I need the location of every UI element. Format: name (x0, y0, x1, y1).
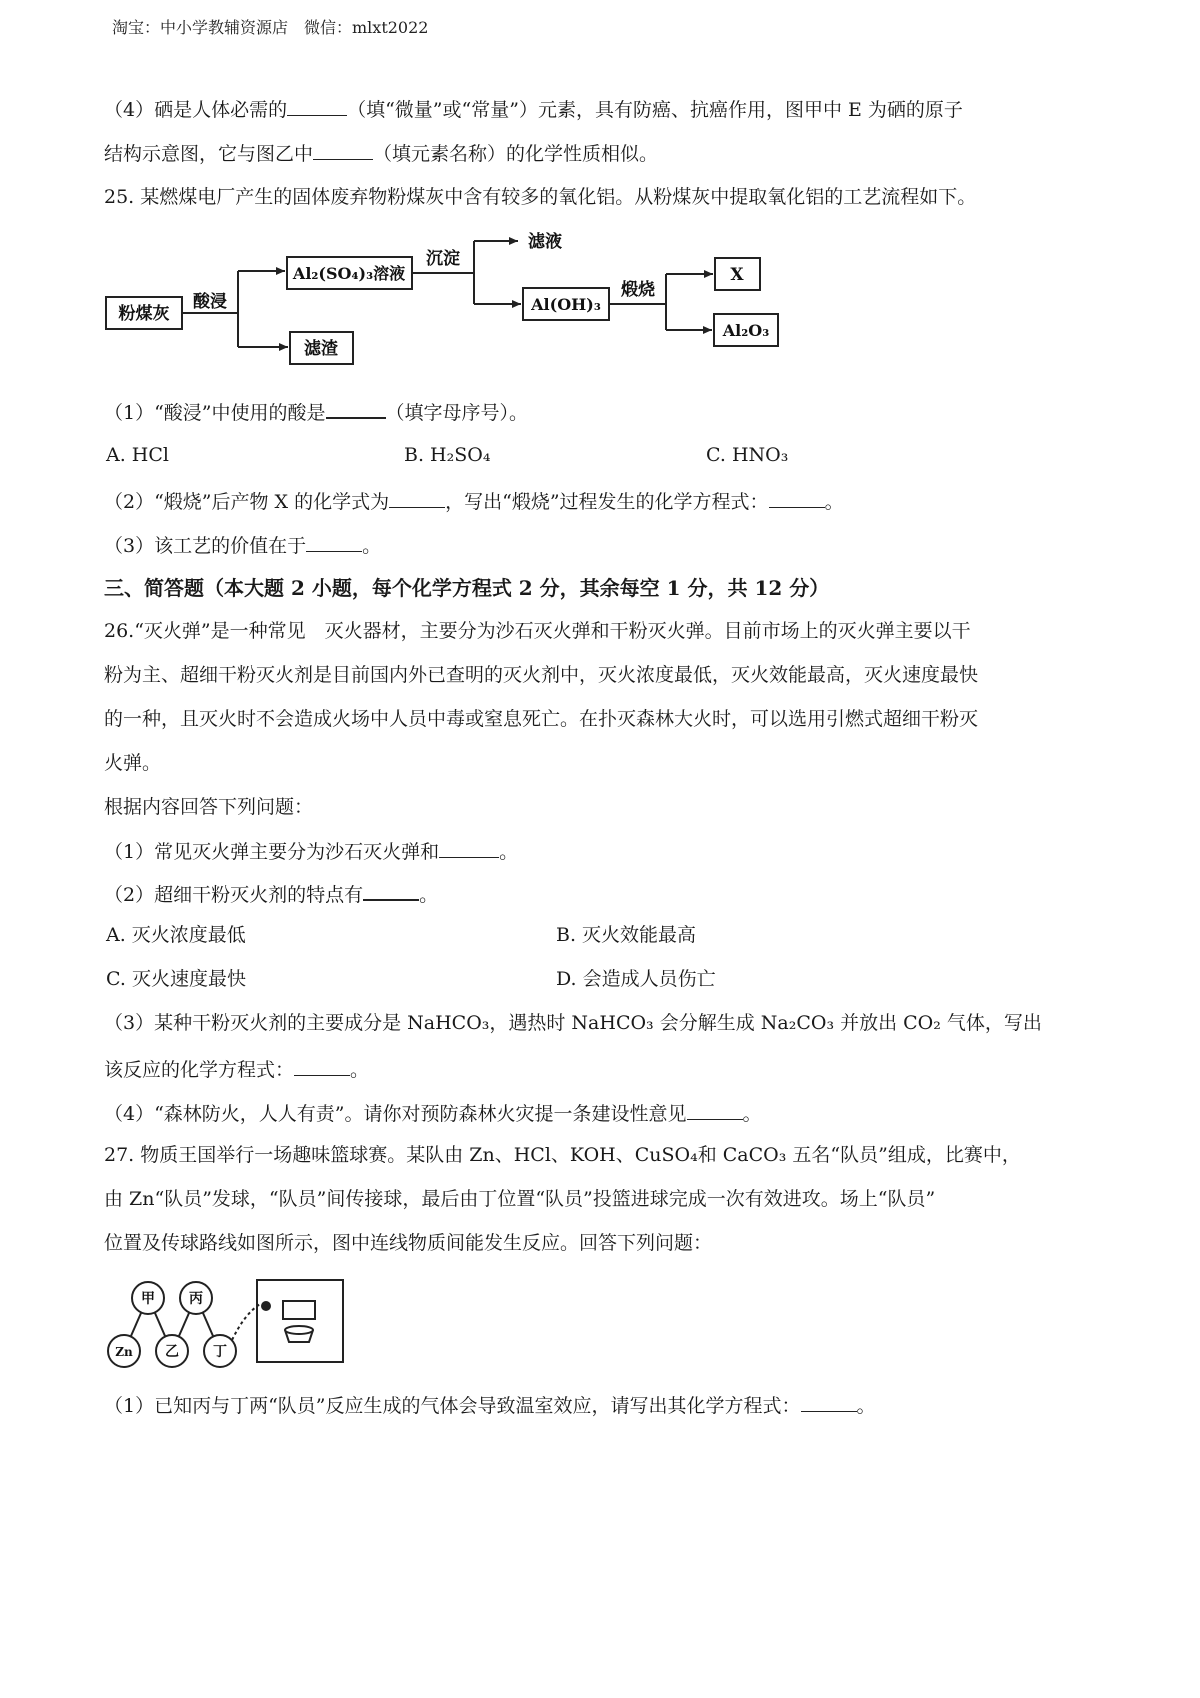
node-yi: 乙 (165, 1344, 179, 1360)
q24-4-text-c: 结构示意图，它与图乙中 (104, 143, 314, 166)
option-a[interactable]: A. HCl (106, 444, 169, 466)
q25-2-text-b: ，写出“煅烧”过程发生的化学方程式： (445, 491, 769, 514)
flow-label-filtrate: 滤液 (528, 232, 562, 252)
q25-3-text-a: （3）该工艺的价值在于 (104, 535, 307, 558)
q26-para-line3: 的一种，且灭火时不会造成火场中人员中毒或窒息死亡。在扑灭森林大火时，可以选用引燃式超细干粉灭 (104, 708, 979, 730)
q26-4 (104, 1102, 762, 1124)
option-d[interactable]: D. 会造成人员伤亡 (556, 968, 716, 990)
node-ding: 丁 (213, 1344, 227, 1360)
option-c[interactable]: C. HNO₃ (706, 444, 789, 466)
flow-diagram (100, 226, 800, 376)
q25-1-text-a: （1）“酸浸”中使用的酸是 (104, 402, 326, 425)
flow-label-mid: Al(OH)₃ (531, 295, 601, 314)
flow-label-start: 粉煤灰 (118, 304, 170, 324)
q27-para-line2: 由 Zn“队员”发球，“队员”间传接球，最后由丁位置“队员”投篮进球完成一次有效进攻。场上“队员” (104, 1188, 936, 1210)
section-title: 三、简答题（本大题 2 小题，每个化学方程式 2 分，其余每空 1 分，共 12 分） (104, 576, 830, 600)
q26-1-text-a: （1）常见灭火弹主要分为沙石灭火弹和 (104, 841, 440, 864)
flow-label-step2: 沉淀 (426, 249, 460, 269)
q24-4-text-d: （填元素名称）的化学性质相似。 (373, 143, 659, 166)
q25-1-text-b: （填字母序号）。 (385, 402, 529, 425)
q27-1-text-a: （1）已知丙与丁两“队员”反应生成的气体会导致温室效应，请写出其化学方程式： (104, 1395, 801, 1418)
answer-blank[interactable] (294, 1058, 350, 1076)
q26-3-line1: （3）某种干粉灭火剂的主要成分是 NaHCO₃，遇热时 NaHCO₃ 会分解生成 Na₂CO₃ 并放出 CO₂ 气体，写出 (104, 1012, 1042, 1034)
option-c[interactable]: C. 灭火速度最快 (106, 968, 246, 990)
q24-4-line1 (104, 98, 963, 120)
q27-1 (104, 1394, 876, 1416)
flow-label-step3: 煅烧 (621, 280, 655, 300)
q25-2-text-a: （2）“煅烧”后产物 X 的化学式为 (104, 491, 390, 514)
answer-blank[interactable] (306, 534, 362, 552)
answer-blank[interactable] (313, 142, 373, 160)
q25-2-text-c: 。 (824, 491, 844, 514)
q25-stem: 25. 某燃煤电厂产生的固体废弃物粉煤灰中含有较多的氧化铝。从粉煤灰中提取氧化铝的工艺流程如下。 (104, 186, 977, 208)
q26-4-text-a: （4）“森林防火，人人有责”。请你对预防森林火灾提一条建设性意见 (104, 1103, 687, 1126)
q26-1-text-b: 。 (499, 841, 519, 864)
q26-3-text-b: 。 (350, 1059, 370, 1082)
answer-blank[interactable] (389, 490, 445, 508)
answer-blank[interactable] (326, 400, 386, 419)
answer-blank[interactable] (769, 490, 825, 508)
flow-label-top: Al₂(SO₄)₃溶液 (292, 264, 406, 283)
q24-4-text-b: （填“微量”或“常量”）元素，具有防癌、抗癌作用，图甲中 E 为硒的原子 (347, 99, 963, 122)
q27-para-line1: 27. 物质王国举行一场趣味篮球赛。某队由 Zn、HCl、KOH、CuSO₄和 CaCO₃ 五名“队员”组成，比赛中， (104, 1144, 1021, 1166)
q27-para-line3: 位置及传球路线如图所示，图中连线物质间能发生反应。回答下列问题： (104, 1232, 713, 1254)
q27-1-text-b: 。 (856, 1395, 876, 1418)
answer-blank[interactable] (687, 1102, 743, 1120)
answer-blank[interactable] (801, 1394, 857, 1412)
q26-3-line2 (104, 1058, 369, 1080)
q25-2 (104, 490, 844, 512)
option-b[interactable]: B. 灭火效能最高 (556, 924, 697, 946)
q26-3-text-a: 该反应的化学方程式： (104, 1059, 295, 1082)
q26-2 (104, 882, 438, 905)
q26-2-text-a: （2）超细干粉灭火剂的特点有 (104, 884, 364, 907)
q25-1 (104, 400, 528, 423)
option-a[interactable]: A. 灭火浓度最低 (106, 924, 246, 946)
node-zn: Zn (115, 1345, 133, 1359)
basketball-diagram (100, 1274, 360, 1384)
flow-label-bottom: 滤渣 (304, 339, 338, 359)
flow-label-x: X (730, 265, 744, 285)
q24-4-text-a: （4）硒是人体必需的 (104, 99, 288, 122)
node-jia: 甲 (141, 1291, 155, 1307)
q26-1 (104, 840, 518, 862)
q26-para-line2: 粉为主、超细干粉灭火剂是目前国内外已查明的灭火剂中，灭火浓度最低，灭火效能最高，灭火速度最快 (104, 664, 979, 686)
flow-label-product: Al₂O₃ (722, 321, 770, 340)
answer-blank[interactable] (287, 98, 347, 116)
flow-label-step1: 酸浸 (193, 292, 227, 312)
page-header: 淘宝：中小学教辅资源店 微信：mlxt2022 (112, 18, 429, 37)
answer-blank[interactable] (439, 840, 499, 858)
q25-3 (104, 534, 381, 556)
q26-4-text-b: 。 (742, 1103, 762, 1126)
answer-blank[interactable] (363, 882, 419, 901)
q26-2-text-b: 。 (419, 884, 439, 907)
node-bing: 丙 (189, 1291, 203, 1307)
q26-prompt: 根据内容回答下列问题： (104, 796, 314, 818)
q26-para-line4: 火弹。 (104, 752, 162, 774)
q24-4-line2 (104, 142, 658, 164)
q25-3-text-b: 。 (362, 535, 382, 558)
option-b[interactable]: B. H₂SO₄ (404, 444, 491, 466)
q26-para-line1: 26.“灭火弹”是一种常见 灭火器材，主要分为沙石灭火弹和干粉灭火弹。目前市场上的灭火弹主要以干 (104, 620, 971, 642)
